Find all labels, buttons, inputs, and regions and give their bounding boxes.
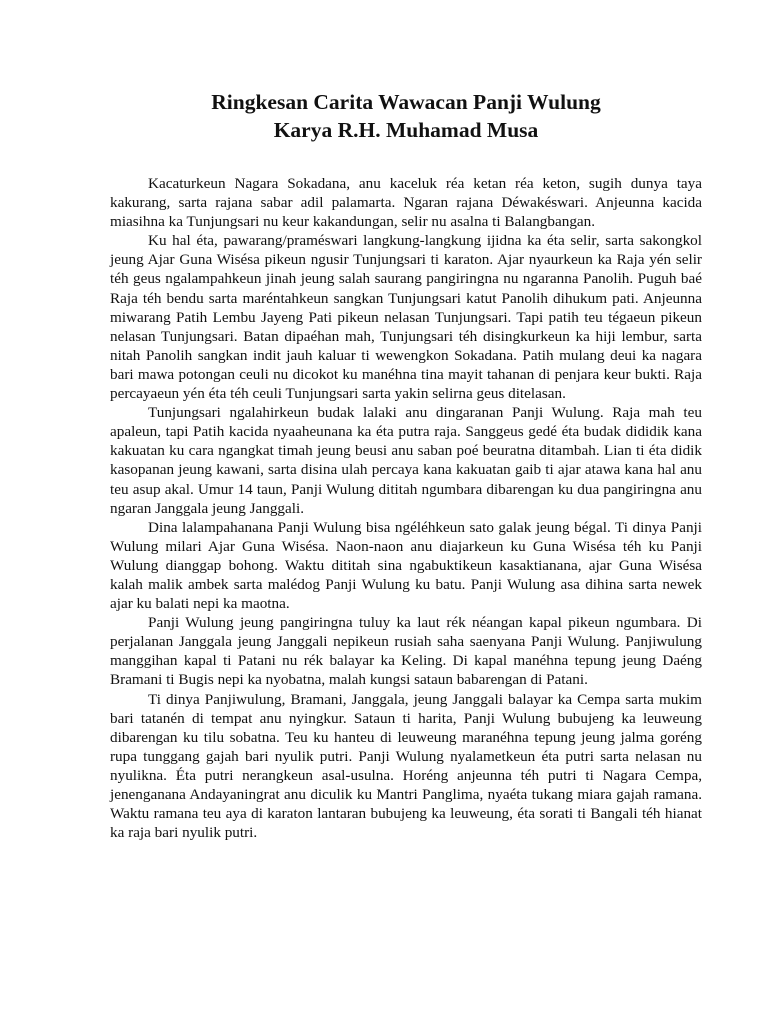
paragraph: Ku hal éta, pawarang/praméswari langkung-langkung ijidna ka éta selir, sarta sakongkol jeung Ajar Guna Wisésa pikeun ngusir Tunjungsari ti karaton. Ajar nyaurkeun ka Raja yén selir téh geus ngalampahkeun jinah jeung salah saurang pangiringna nu ngaranna Panolih. Puguh baé Raja téh bendu sarta maréntahkeun sangkan Tunjungsari katut Panolih dihukum pati. Anjeunna miwarang Patih Lembu Jayeng Pati pikeun nelasan Tunjungsari. Tapi patih teu tégaeun pikeun nelasan Tunjungsari. Batan dipaéhan mah, Tunjungsari téh disingkurkeun ka hiji lembur, sarta nitah Panolih sangkan indit jauh kaluar ti wewengkon Sokadana. Patih mulang deui ka nagara bari mawa potongan ceuli nu dicokot ku manéhna tina mayit tahanan di penjara keur bukti. Raja percayaeun yén éta téh ceuli Tunjungsari sarta yakin selirna geus ditelasan. — [110, 232, 702, 403]
paragraph: Tunjungsari ngalahirkeun budak lalaki anu dingaranan Panji Wulung. Raja mah teu apaleun, tapi Patih kacida nyaaheunana ka éta putra raja. Sanggeus gedé éta budak dididik kana kakuatan ku cara ngangkat timah jeung beusi anu saban poé beuratna ditambah. Lian ti éta didik kasopanan jeung kawani, sarta disina ulah percaya kana kakuatan gaib ti ajar atawa kana hal anu teu asup akal. Umur 14 taun, Panji Wulung dititah ngumbara dibarengan ku dua pangiringna anu ngaran Janggala jeung Janggali. — [110, 404, 702, 517]
paragraph: Ti dinya Panjiwulung, Bramani, Janggala, jeung Janggali balayar ka Cempa sarta mukim bari tatanén di tempat anu nyingkur. Sataun ti harita, Panji Wulung bubujeng ka leuweung dibarengan ku tilu sobatna. Teu ku hanteu di leuweung maranéhna tepung jeung jalma goréng rupa tunggang gajah bari nyulik putri. Panji Wulung nyalametkeun éta putri sarta nelasan nu nyulikna. Éta putri nerangkeun asal-usulna. Horéng anjeunna téh putri ti Nagara Cempa, jenenganana Andayaningrat anu diculik ku Mantri Panglima, nyaéta tukang miara gajah ramana. Waktu ramana teu aya di karaton lantaran bubujeng ka leuweung, éta sorati ti Bangali téh hianat ka raja bari nyulik putri. — [110, 690, 702, 842]
document-page — [110, 88, 702, 842]
title-line-1: Ringkesan Carita Wawacan Panji Wulung — [211, 90, 601, 114]
document-body — [110, 174, 702, 842]
title-line-2: Karya R.H. Muhamad Musa — [273, 118, 539, 142]
paragraph: Kacaturkeun Nagara Sokadana, anu kaceluk réa ketan réa keton, sugih dunya taya kakurang, sarta rajana sabar adil palamarta. Ngaran rajana Déwakéswari. Anjeunna kacida miasihna ka Tunjungsari nu keur kakandungan, selir nu asalna ti Balangbangan. — [110, 175, 702, 231]
document-title — [110, 88, 702, 144]
paragraph: Panji Wulung jeung pangiringna tuluy ka laut rék néangan kapal pikeun ngumbara. Di perjalanan Janggala jeung Janggali nepikeun rusiah saha saenyana Panji Wulung. Panjiwulung manggihan kapal ti Patani nu rék balayar ka Keling. Di kapal manéhna tepung jeung Daéng Bramani ti Bugis nepi ka nyobatna, malah kungsi sataun babarengan di Patani. — [110, 614, 702, 689]
paragraph: Dina lalampahanana Panji Wulung bisa ngéléhkeun sato galak jeung bégal. Ti dinya Panji Wulung milari Ajar Guna Wisésa. Naon-naon anu diajarkeun ku Guna Wisésa téh ku Panji Wulung dianggap bohong. Waktu dititah sina ngabuktikeun kasaktianana, ajar Guna Wisésa kalah malik ambek sarta malédog Panji Wulung ku batu. Panji Wulung asa dihina sarta newek ajar ku balati nepi ka maotna. — [110, 518, 702, 613]
